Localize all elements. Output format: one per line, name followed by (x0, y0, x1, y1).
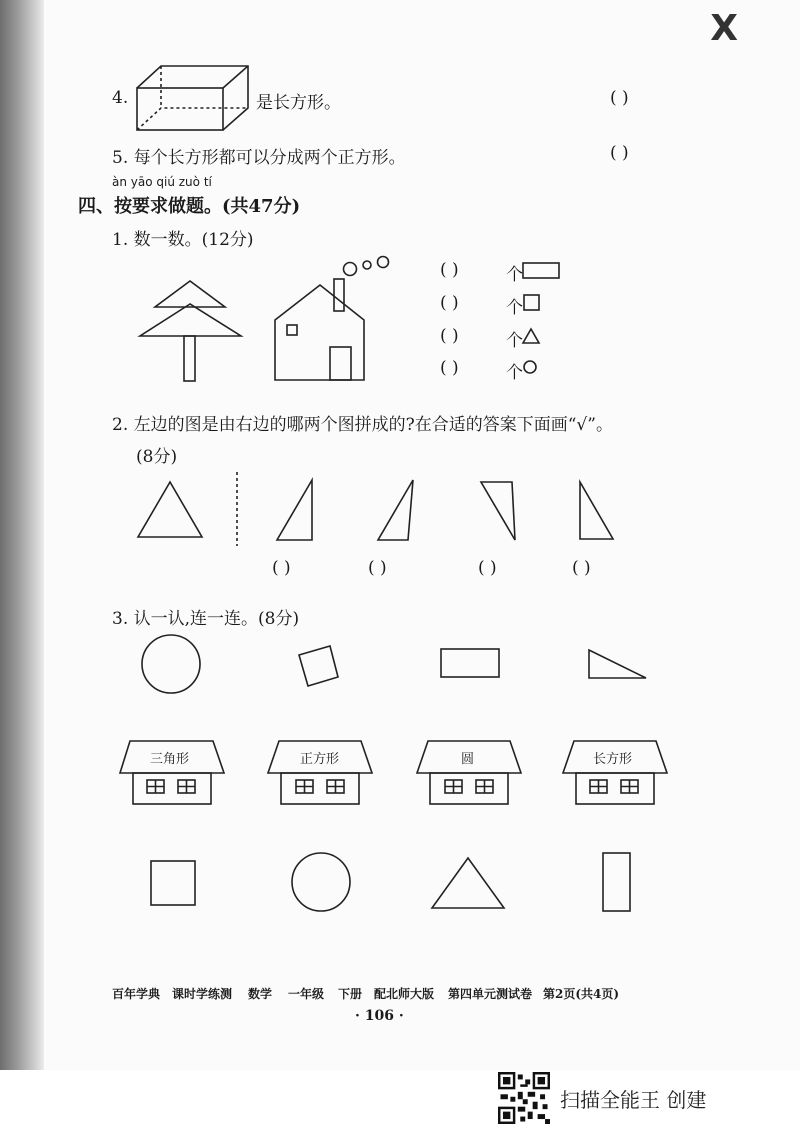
q2-blank-1[interactable]: ( ) (272, 558, 291, 578)
house-circle (417, 741, 521, 804)
section-pinyin: àn yāo qiú zuò tí (112, 175, 212, 189)
footer-subject: 数学 (248, 987, 273, 1001)
q2-option-2 (378, 480, 413, 540)
q1-unit-2: 个 (506, 298, 523, 318)
circle-icon (524, 361, 536, 373)
q4-number: 4. (112, 88, 129, 108)
house-rectangle (563, 741, 667, 804)
house-label-square: 正方形 (300, 752, 340, 767)
q2-option-3 (481, 482, 515, 540)
q2-option-1 (277, 480, 312, 540)
house-square (268, 741, 372, 804)
tree-figure (140, 281, 241, 381)
q5-answer-blank[interactable]: ( ) (610, 143, 629, 163)
house-label-triangle: 三角形 (150, 752, 190, 767)
q1-blank-triangle[interactable]: ( ) (440, 326, 459, 346)
q3-top-circle (142, 635, 200, 693)
footer-unit: 第四单元测试卷 (448, 987, 533, 1001)
q1-blank-circle[interactable]: ( ) (440, 358, 459, 378)
q2-title: 2. 左边的图是由右边的哪两个图拼成的?在合适的答案下面画“√”。 (112, 415, 613, 435)
q1-blank-rect[interactable]: ( ) (440, 260, 459, 280)
q3-top-square (299, 646, 338, 686)
q3-bottom-triangle (432, 858, 504, 908)
footer-grade: 一年级 (288, 987, 325, 1001)
page-number: · 106 · (355, 1008, 404, 1024)
q2-target-triangle (138, 482, 202, 537)
rectangle-icon (523, 263, 559, 278)
q2-option-4 (580, 482, 613, 539)
footer-page-info: 第2页(共4页) (543, 987, 620, 1001)
section-title: 四、按要求做题。(共47分) (78, 196, 301, 217)
q2-blank-2[interactable]: ( ) (368, 558, 387, 578)
q1-unit-1: 个 (506, 265, 523, 285)
corner-x-mark: X (710, 8, 738, 49)
scanner-label: 扫描全能王 创建 (560, 1088, 707, 1112)
q3-title: 3. 认一认,连一连。(8分) (112, 609, 300, 629)
q3-bottom-rectangle (603, 853, 630, 911)
q3-bottom-square (151, 861, 195, 905)
q2-score: (8分) (136, 447, 178, 467)
q2-blank-4[interactable]: ( ) (572, 558, 591, 578)
house-triangle (120, 741, 224, 804)
footer-volume: 下册 (338, 987, 363, 1001)
q3-top-right-triangle (589, 650, 646, 678)
q4-cuboid-figure (137, 66, 248, 130)
q1-blank-square[interactable]: ( ) (440, 293, 459, 313)
house-label-circle: 圆 (461, 752, 475, 767)
q5-text: 5. 每个长方形都可以分成两个正方形。 (112, 148, 406, 168)
square-icon (524, 295, 539, 310)
q3-top-rectangle (441, 649, 499, 677)
triangle-icon (523, 329, 539, 343)
q4-answer-blank[interactable]: ( ) (610, 88, 629, 108)
q1-unit-3: 个 (506, 331, 523, 351)
q1-title: 1. 数一数。(12分) (112, 230, 254, 250)
q4-text: 是长方形。 (256, 93, 341, 113)
q2-blank-3[interactable]: ( ) (478, 558, 497, 578)
q3-bottom-circle (292, 853, 350, 911)
house-figure (275, 257, 389, 381)
q1-unit-4: 个 (506, 363, 523, 383)
qr-code-icon (498, 1072, 550, 1124)
footer-series: 课时学练测 (172, 987, 233, 1001)
footer-edition: 配北师大版 (374, 987, 435, 1001)
footer-book: 百年学典 (112, 987, 161, 1001)
house-label-rectangle: 长方形 (593, 752, 633, 767)
